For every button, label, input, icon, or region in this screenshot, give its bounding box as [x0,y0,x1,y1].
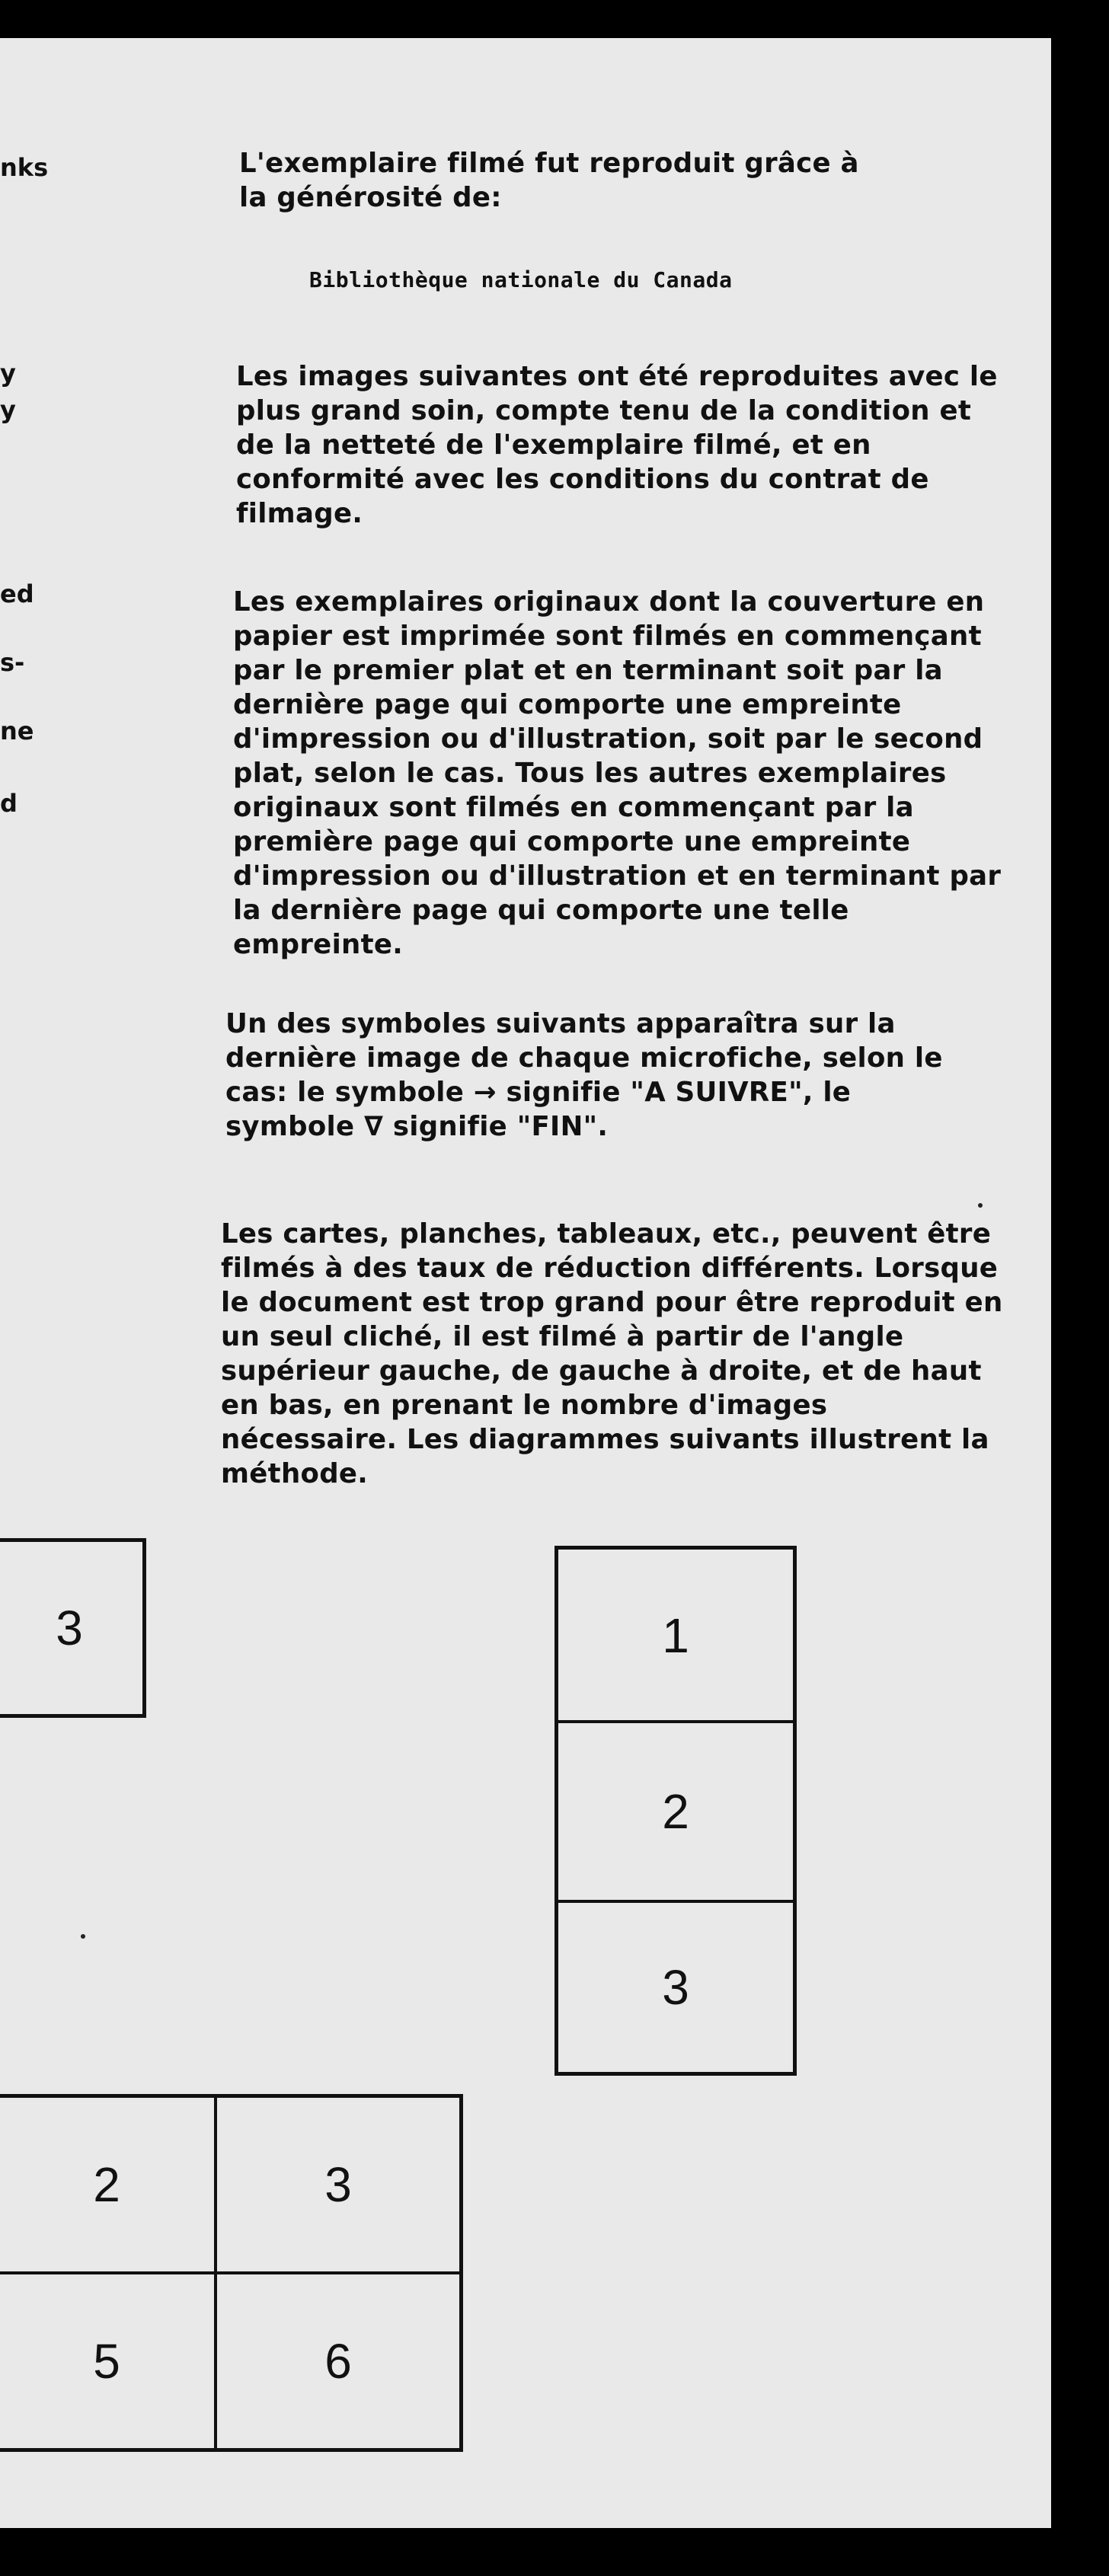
triangle-icon: ∇ [364,1111,384,1142]
paragraph-3-after-arrow: signifie "A SUIVRE", le symbole [225,1077,852,1142]
document-page [0,38,1051,2528]
paragraph-3 [225,1007,987,1144]
left-fragment: nks [0,153,49,182]
diagram-cell: 1 [662,1608,689,1663]
left-fragment: ed [0,579,34,608]
paragraph-4: Les cartes, planches, tableaux, etc., peuvent être filmés à des taux de réduction différents. Lorsque le document est trop grand pour être reproduit en un seul cliché, il est filmé à partir de l'angle supérieur gauche, de gauche à droite, et de haut en bas, en prenant le nombre d'images nécessaire. Les diagrammes suivants illustrent la méthode. [221,1218,1003,1489]
arrow-icon: → [473,1077,497,1108]
diagram-cell: 2 [662,1784,689,1839]
diagram-cell: 2 [93,2157,120,2212]
left-fragment: d [0,789,18,818]
diagram-cell: 3 [56,1601,83,1655]
paragraph-1: Les images suivantes ont été reproduites avec le plus grand soin, compte tenu de la condition et de la netteté de l'exemplaire filmé, et en conformité avec les conditions du contrat de filmage. [236,361,998,529]
paragraph-3-after-triangle: signifie "FIN". [392,1111,609,1142]
diagram-grid [0,2094,463,2452]
paragraph-3-before-arrow: Un des symboles suivants apparaîtra sur la dernière image de chaque microfiche, selon le cas: le symbole [225,1008,943,1108]
scan-speck [978,1203,983,1208]
diagram-cell: 3 [662,1960,689,2015]
left-fragment: y [0,395,16,424]
paragraph-2: Les exemplaires originaux dont la couverture en papier est imprimée sont filmés en commençant par le premier plat et en terminant soit par la dernière page qui comporte une empreinte d'impression ou d'illustration, soit par le second plat, selon le cas. Tous les autres exemplaires originaux sont filmés en commençant par la première page qui comporte une empreinte d'impression ou d'illustration et en terminant par la dernière page qui comporte une telle empreinte. [233,586,1002,960]
left-fragment: s- [0,648,25,677]
diagram-cell: 5 [93,2334,120,2389]
left-fragment: y [0,359,16,388]
diagram-cell: 3 [324,2157,352,2212]
institution-name: Bibliothèque nationale du Canada [309,267,733,292]
left-fragment: ne [0,717,34,745]
diagram-row-partial [0,1538,146,1718]
scan-speck [81,1934,85,1939]
diagram-cell: 6 [324,2334,352,2389]
diagram-column [554,1546,797,2076]
intro-text: L'exemplaire filmé fut reproduit grâce à la générosité de: [239,148,859,213]
